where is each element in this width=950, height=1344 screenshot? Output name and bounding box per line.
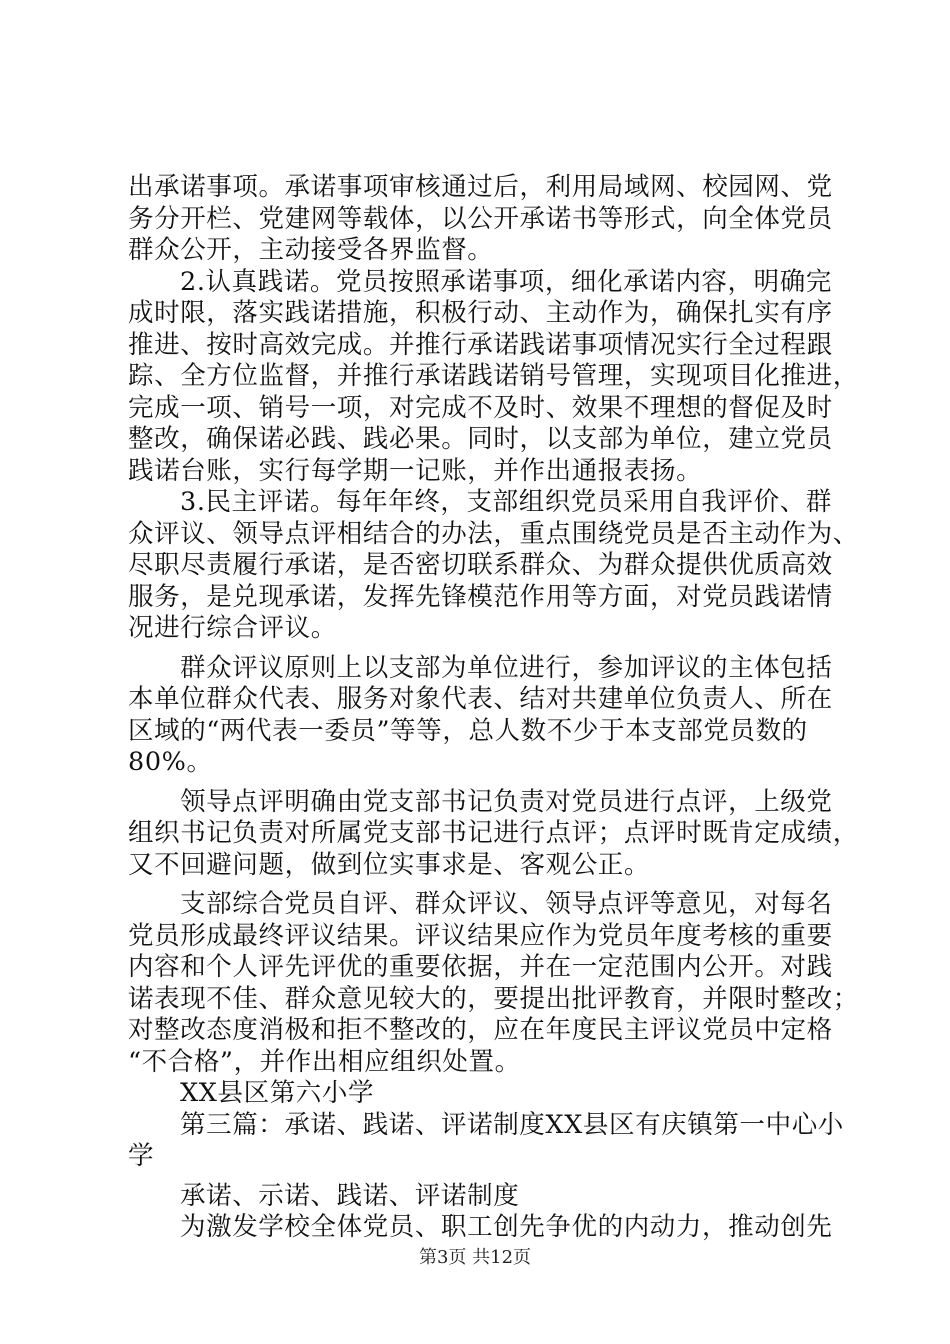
text-line: XX县区第六小学 xyxy=(180,1078,375,1108)
text-line: 内容和个人评先评优的重要依据，并在一定范围内公开。对践 xyxy=(128,952,833,982)
text-line: 整改，确保诺必践、践必果。同时，以支部为单位，建立党员 xyxy=(128,424,833,454)
text-line: 支部综合党员自评、群众评议、领导点评等意见，对每名 xyxy=(180,889,833,919)
text-line: “不合格”，并作出相应组织处置。 xyxy=(128,1046,521,1077)
line-gap xyxy=(128,779,842,787)
text-line: 况进行综合评议。 xyxy=(128,613,337,643)
text-line: 区域的“两代表一委员”等等，总人数不少于本支部党员数的 xyxy=(128,715,808,746)
text-line: 完成一项、销号一项，对完成不及时、效果不理想的督促及时 xyxy=(128,392,833,423)
text-line: 党员形成最终评议结果。评议结果应作为党员年度考核的重要 xyxy=(128,920,833,951)
text-line: 组织书记负责对所属党支部书记进行点评；点评时既肯定成绩， xyxy=(128,818,859,848)
text-line: 服务，是兑现承诺，发挥先锋模范作用等方面，对党员践诺情 xyxy=(128,581,833,612)
text-line: 学 xyxy=(128,1141,155,1171)
text-line: 踪、全方位监督，并推行承诺践诺销号管理，实现项目化推进， xyxy=(128,361,859,391)
text-line: 第三篇：承诺、践诺、评诺制度XX县区有庆镇第一中心小 xyxy=(180,1109,844,1140)
text-line: 务分开栏、党建网等载体，以公开承诺书等形式，向全体党员 xyxy=(128,203,833,234)
page-footer: 第3页 共12页 xyxy=(418,1247,532,1268)
text-line: 践诺台账，实行每学期一记账，并作出通报表扬。 xyxy=(128,455,703,486)
text-line: 尽职尽责履行承诺，是否密切联系群众、为群众提供优质高效 xyxy=(128,550,833,580)
text-line: 3.民主评诺。每年年终，支部组织党员采用自我评价、群 xyxy=(180,487,832,517)
text-line: 2.认真践诺。党员按照承诺事项，细化承诺内容，明确完 xyxy=(180,266,832,297)
text-line: 承诺、示诺、践诺、评诺制度 xyxy=(180,1180,520,1211)
line-gap xyxy=(128,881,842,889)
text-line: 众评议、领导点评相结合的办法，重点围绕党员是否主动作为、 xyxy=(128,518,859,549)
line-gap xyxy=(128,1173,842,1181)
text-line: 推进、按时高效完成。并推行承诺践诺事项情况实行全过程跟 xyxy=(128,329,833,360)
text-line: 为激发学校全体党员、职工创先争优的内动力，推动创先 xyxy=(180,1212,833,1242)
text-line: 成时限，落实践诺措施，积极行动、主动作为，确保扎实有序 xyxy=(128,298,833,328)
line-gap xyxy=(128,645,842,653)
text-line: 诺表现不佳、群众意见较大的，要提出批评教育，并限时整改； xyxy=(128,983,859,1014)
text-line: 对整改态度消极和拒不整改的，应在年度民主评议党员中定格 xyxy=(128,1015,833,1045)
text-line: 群众评议原则上以支部为单位进行，参加评议的主体包括 xyxy=(180,652,833,683)
text-line: 群众公开，主动接受各界监督。 xyxy=(128,235,494,265)
text-line: 出承诺事项。承诺事项审核通过后，利用局域网、校园网、党 xyxy=(128,172,833,202)
document-body xyxy=(128,172,859,1244)
text-line: 领导点评明确由党支部书记负责对党员进行点评，上级党 xyxy=(180,786,833,817)
text-line: 本单位群众代表、服务对象代表、结对共建单位负责人、所在 xyxy=(128,684,833,714)
text-line: 80%。 xyxy=(128,747,213,777)
text-line: 又不回避问题，做到位实事求是、客观公正。 xyxy=(128,849,651,880)
